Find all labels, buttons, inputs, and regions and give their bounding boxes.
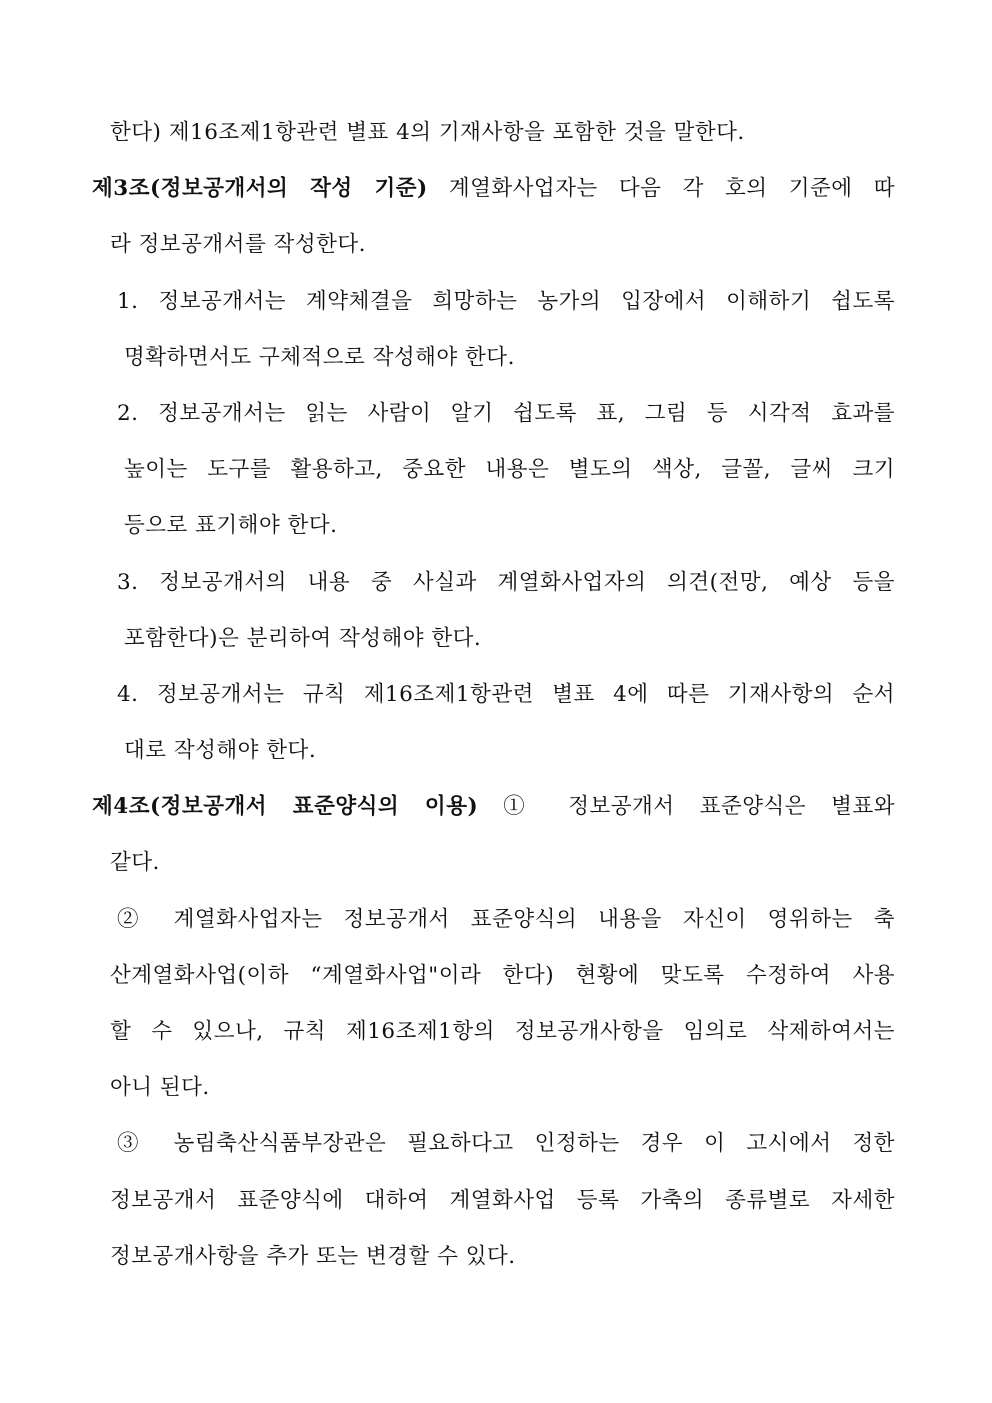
article-3-item-1: 1. 정보공개서는 계약체결을 희망하는 농가의 입장에서 이해하기 쉽도록: [117, 289, 895, 314]
article-3-item-4: 4. 정보공개서는 규칙 제16조제1항관련 별표 4에 따른 기재사항의 순서: [117, 682, 895, 707]
article-3-first-line: [92, 169, 895, 209]
article-4-para-3: ③ 농림축산식품부장관은 필요하다고 인정하는 경우 이 고시에서 정한: [117, 1131, 895, 1156]
article-4-para-3-continued: 정보공개서 표준양식에 대하여 계열화사업 등록 가축의 종류별로 자세한: [110, 1188, 895, 1213]
article-3-item-2-continued: 등으로 표기해야 한다.: [124, 513, 338, 538]
article-3-item-3: 3. 정보공개서의 내용 중 사실과 계열화사업자의 의견(전망, 예상 등을: [117, 570, 895, 595]
article-3-intro: 계열화사업자는 다음 각 호의 기준에 따: [448, 176, 895, 201]
article-4-para-1: ① 정보공개서 표준양식은 별표와: [503, 794, 895, 819]
article-3-item-1-continued: 명확하면서도 구체적으로 작성해야 한다.: [124, 345, 515, 370]
article-4-para-3-continued: 정보공개사항을 추가 또는 변경할 수 있다.: [110, 1244, 516, 1269]
article-3-item-4-continued: 대로 작성해야 한다.: [124, 738, 317, 763]
article-4-para-2-continued: 산계열화사업(이하 “계열화사업"이라 한다) 현황에 맞도록 수정하여 사용: [110, 963, 895, 988]
article-3-item-2: 2. 정보공개서는 읽는 사람이 알기 쉽도록 표, 그림 등 시각적 효과를: [117, 401, 895, 426]
continuation-line: 한다) 제16조제1항관련 별표 4의 기재사항을 포함한 것을 말한다.: [110, 120, 745, 145]
article-4-para-1-continued: 같다.: [110, 850, 160, 875]
article-4-heading: 제4조(정보공개서 표준양식의 이용): [92, 794, 479, 819]
article-4-para-2-continued: 아니 된다.: [110, 1075, 210, 1100]
article-3-heading: 제3조(정보공개서의 작성 기준): [92, 176, 428, 201]
article-4-para-2-continued: 할 수 있으나, 규칙 제16조제1항의 정보공개사항을 임의로 삭제하여서는: [110, 1019, 895, 1044]
article-4-para-2: ② 계열화사업자는 정보공개서 표준양식의 내용을 자신이 영위하는 축: [117, 907, 895, 932]
article-3-item-3-continued: 포함한다)은 분리하여 작성해야 한다.: [124, 626, 482, 651]
article-3-intro-continued: 라 정보공개서를 작성한다.: [110, 232, 366, 257]
article-4-first-line: [92, 787, 895, 827]
article-3-item-2-continued: 높이는 도구를 활용하고, 중요한 내용은 별도의 색상, 글꼴, 글씨 크기: [124, 457, 895, 482]
